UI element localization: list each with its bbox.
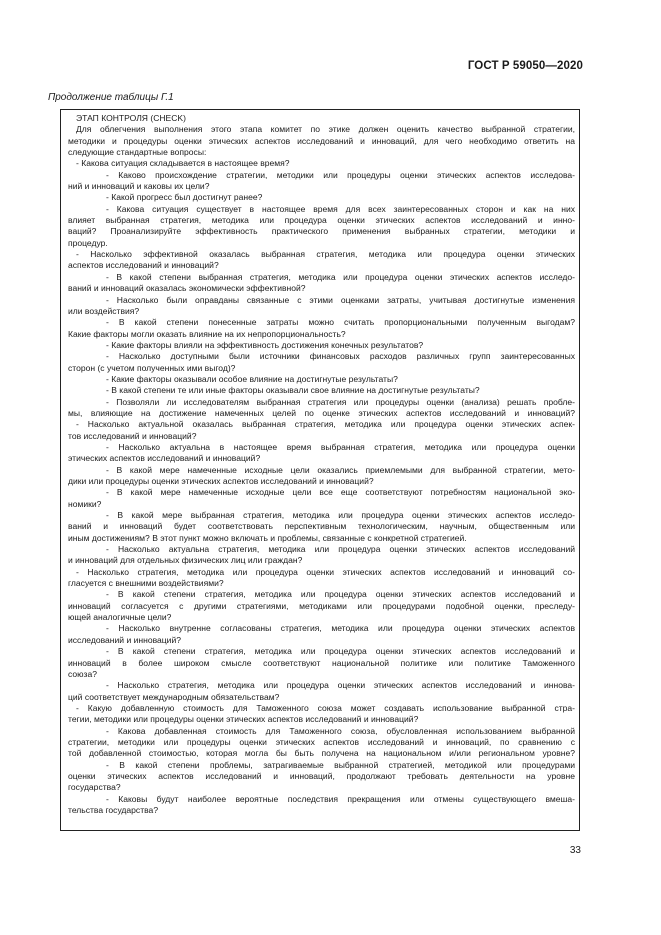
text-line: - В какой степени проблемы, затрагиваемые выбранной стратегией, методикой или процедурами — [106, 759, 575, 770]
text-line: - Насколько актуальной оказалась выбранная стратегия, методика или процедура оценки этических аспек- — [76, 419, 575, 430]
text-line: - Какие факторы оказывали особое влияние на достигнутые результаты? — [106, 373, 398, 384]
text-line: - Какова добавленная стоимость для Таможенного союза, обусловленная использованием выбранной — [106, 725, 575, 736]
text-line: - В какой степени стратегия, методика или процедура оценки этических аспектов исследований и — [106, 589, 575, 600]
text-line: - Насколько актуальна стратегия, методика или процедура оценки этических аспектов исследований — [106, 544, 575, 555]
text-line: - Какова ситуация существует в настоящее время для всех заинтересованных сторон и как на них — [106, 203, 575, 214]
text-line: следующие стандартные вопросы: — [68, 147, 207, 158]
text-line: инноваций в более широком смысле соответствуют национальной политике или политике Таможенного — [68, 657, 575, 668]
text-line: ций соответствует международным обязательствам? — [68, 691, 280, 702]
text-line: иным достижениям? В этот пункт можно включать и проблемы, связанные с конкретной стратегией. — [68, 532, 467, 543]
text-line: оценки этических аспектов исследований и инноваций, продолжают требовать деятельности на уровне — [68, 770, 575, 781]
text-line: - Какой прогресс был достигнут ранее? — [106, 192, 263, 203]
text-line: ющей аналогичные цели? — [68, 612, 172, 623]
text-line: процедур. — [68, 237, 108, 248]
text-line: - Насколько были оправданы связанные с этими оценками затраты, учитывая достигнутые изменения — [106, 294, 575, 305]
text-line: - Каково происхождение стратегии, методики или процедуры оценки этических аспектов исследова- — [106, 169, 575, 180]
text-line: - Насколько доступными были источники финансовых расходов различных групп заинтересованных — [106, 351, 575, 362]
text-line: или воздействия? — [68, 305, 140, 316]
text-line: - Насколько эффективной оказалась выбранная стратегия, методика или процедура оценки этических — [76, 249, 575, 260]
text-line: Какие факторы могли оказать влияние на их непропорциональность? — [68, 328, 346, 339]
table-cell — [60, 109, 580, 831]
text-line: - В какой степени понесенные затраты можно считать пропорциональными полученным выгодам? — [106, 317, 575, 328]
text-line: - Какую добавленную стоимость для Таможенного союза может создавать использование выбранной стра- — [76, 702, 575, 713]
text-line: государства? — [68, 782, 121, 793]
text-line: дики или процедуры оценки этических аспектов исследований и инноваций? — [68, 476, 374, 486]
text-line: мы, влияющие на достижение намеченных целей по оценке этических аспектов исследований и инноваций? — [68, 407, 575, 418]
text-line: союза? — [68, 668, 97, 679]
text-line: - В какой мере намеченные исходные цели оказались приемлемыми для выбранной стратегии, мето- — [106, 464, 575, 475]
text-line: номики? — [68, 498, 102, 509]
text-line: - Какова ситуация складывается в настоящее время? — [76, 158, 290, 169]
text-line: аспектов исследований и инноваций? — [68, 260, 219, 271]
table-continuation-caption: Продолжение таблицы Г.1 — [48, 92, 174, 103]
section-text — [68, 113, 575, 816]
text-line: ваний и инноваций оказалась экономически эффективной? — [68, 283, 306, 294]
text-line: сторон (с учетом полученных ими выгод)? — [68, 362, 236, 373]
text-line: влияет выбранная стратегия, методика или процедура оценки этических аспектов исследований и инно- — [68, 215, 575, 226]
text-line: - Насколько стратегия, методика или процедура оценки этических аспектов исследований и иннова- — [106, 680, 575, 691]
text-line: тов исследований и инноваций? — [68, 430, 197, 441]
text-line: - В какой степени те или иные факторы оказывали свое влияние на достигнутые результаты? — [106, 385, 480, 396]
text-line: Для облегчения выполнения этого этапа комитет по этике должен оценить качество выбранной стратегии, — [76, 124, 575, 135]
text-line: - Какие факторы влияли на эффективность достижения конечных результатов? — [106, 339, 424, 350]
text-line: этических аспектов исследований и инноваций? — [68, 453, 261, 464]
text-line: инноваций согласуется с другими стратегиями, методиками или процедурами подобной оценки, преследу- — [68, 600, 575, 611]
text-line: - В какой степени выбранная стратегия, методика или процедура оценки этических аспектов исследо- — [106, 271, 575, 282]
text-line: тегии, методики или процедуры оценки этических аспектов исследований и инноваций? — [68, 714, 419, 725]
text-line: стратегии, методики или процедуры оценки этических аспектов исследований и инноваций, по сравнению с — [68, 736, 575, 747]
text-line: - Позволяли ли исследователям выбранная стратегия или процедуры оценки (анализа) решать пробле- — [106, 396, 575, 407]
text-line: ваний и инноваций будет соответствовать перспективным технологическим, научным, общественным или — [68, 521, 575, 532]
page-number: 33 — [569, 845, 581, 856]
text-line: - В какой мере намеченные исходные цели все еще соответствуют потребностям национальной эко- — [106, 487, 575, 498]
text-line: исследований и инноваций? — [68, 634, 181, 645]
text-line: ваций? Проанализируйте эффективность практического применения выбранных стратегии, методики и — [68, 226, 575, 237]
standard-code: ГОСТ Р 59050—2020 — [467, 60, 583, 72]
text-line: тельства государства? — [68, 804, 159, 815]
text-line: - Насколько внутренне согласованы стратегия, методика или процедура оценки этических аспектов — [106, 623, 575, 634]
text-line: той добавленной стоимостью, которая могла бы быть получена на национальном и/или региональном уровне? — [68, 748, 575, 759]
text-line: - В какой мере выбранная стратегия, методика или процедура оценки этических аспектов исследо- — [106, 510, 575, 521]
text-line: ний и инноваций и каковы их цели? — [68, 181, 210, 192]
text-line: методики и процедуры оценки этических аспектов исследований и инноваций, для чего необходимо ответить на — [68, 135, 575, 146]
text-line: - Насколько актуальна в настоящее время выбранная стратегия, методика или процедура оценки — [106, 441, 575, 452]
text-line: - В какой степени стратегия, методика или процедура оценки этических аспектов исследований и — [106, 646, 575, 657]
text-line: ЭТАП КОНТРОЛЯ (CHECK) — [76, 113, 186, 123]
text-line: и инноваций для отдельных физических лиц или граждан? — [68, 555, 303, 566]
text-line: - Каковы будут наиболее вероятные последствия прекращения или отмены существующего вмеша- — [106, 793, 575, 804]
text-line: гласуется с внешними воздействиями? — [68, 578, 224, 589]
text-line: - Насколько стратегия, методика или процедура оценки этических аспектов исследований и инноваций со- — [76, 566, 575, 577]
